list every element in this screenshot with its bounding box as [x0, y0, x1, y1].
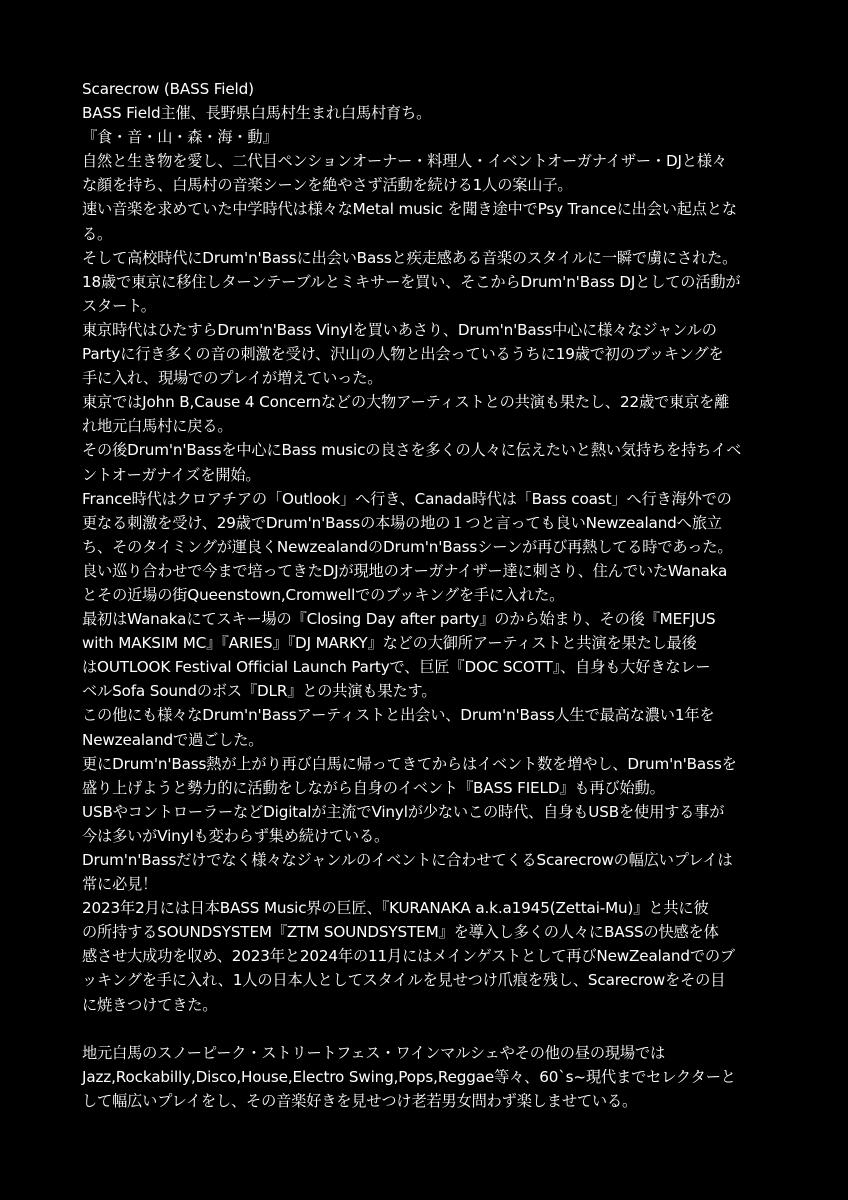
paragraph-high-school: そして高校時代にDrum'n'Bassに出会いBassと疾走感ある音楽のスタイルに一瞬で虜にされた。	[82, 248, 738, 267]
paragraph-must-see: Drum'n'Bassだけでなく様々なジャンルのイベントに合わせてくるScarecrowの幅広いプレイは 常に必見！	[82, 851, 733, 894]
paragraph-tokyo-return: 東京ではJohn B,Cause 4 Concernなどの大物アーティストとの共演も果たし、22歳で東京を離 れ地元白馬村に戻る。	[82, 393, 730, 436]
paragraph-closing: 地元白馬のスノーピーク・ストリートフェス・ワインマルシェやその他の昼の現場では Jazz,Rockabilly,Disco,House,Electro Swing,Pops,Reggae等々、60`s~現代までセレクターと して幅広いプレイをし、その音楽好きを見せつけ老若男女問わず楽しませている。	[82, 1043, 736, 1110]
paragraph-overseas: France時代はクロアチアの「Outlook」へ行き、Canada時代は「Bass coast」へ行き海外での 更なる刺激を受け、29歳でDrum'n'Bassの本場の地の１つと言っても良いNewzealandへ旅立 ち、そのタイミングが運良くNewzealandのDrum'n'Bassシーンが再び再熱してる時であった。	[82, 489, 733, 556]
paragraph-newzealand-shows: 最初はWanakaにてスキー場の『Closing Day after party』のから始まり、その後『MEFJUS with MAKSIM MC』『ARIES』『DJ MARKY』などの大御所アーティストと共演を果たし最後 はOUTLOOK Festival Official Launch Partyで、巨匠『DOC SCOTT』、自身も大好きなレー ベルSofa Soundのボス『DLR』との共演も果たす。	[82, 610, 716, 701]
paragraph-spacer	[82, 1017, 772, 1041]
paragraph-tokyo-era: 東京時代はひたすらDrum'n'Bass Vinylを買いあさり、Drum'n'Bass中心に様々なジャンルの Partyに行き多くの音の刺激を受け、沢山の人物と出会っているうちに19歳で初のブッキングを 手に入れ、現場でのプレイが増えていった。	[82, 320, 724, 388]
paragraph-wanaka: 良い巡り合わせで今まで培ってきたDJが現地のオーガナイザー達に刺さり、住んでいたWanaka とその近場の街Queenstown,Cromwellでのブッキングを手に入れた。	[82, 561, 728, 604]
paragraph-bass-field: 更にDrum'n'Bass熱が上がり再び白馬に帰ってきてからはイベント数を増やし、Drum'n'Bassを 盛り上げようと勢力的に活動をしながら自身のイベント『BASS FIELD』も再び始動。	[82, 754, 737, 797]
paragraph-junior-high: 速い音楽を求めていた中学時代は様々なMetal music を聞き途中でPsy Tranceに出会い起点とな る。	[82, 200, 737, 243]
paragraph-vinyl: USBやコントローラーなどDigitalが主流でVinylが少ないこの時代、自身もUSBを使用する事が 今は多いがVinylも変わらず集め続けている。	[82, 802, 725, 845]
paragraph-newzealand-year: この他にも様々なDrum'n'Bassアーティストと出会い、Drum'n'Bass人生で最高な濃い1年を Newzealandで過ごした。	[82, 706, 715, 749]
paragraph-tokyo-move: 18歳で東京に移住しターンテーブルとミキサーを買い、そこからDrum'n'Bass DJとしての活動が スタート。	[82, 272, 741, 315]
document-title: Scarecrow (BASS Field)	[82, 80, 254, 98]
paragraph-organizer: BASS Field主催、長野県白馬村生まれ白馬村育ち。	[82, 104, 432, 123]
paragraph-2023: 2023年2月には日本BASS Music界の巨匠、『KURANAKA a.k.a1945(Zettai-Mu)』と共に彼 の所持するSOUNDSYSTEM『ZTM SOUNDSYSTEM』を導入し多くの人々にBASSの快感を体 感させ大成功を収め、2023年と2024年の11月にはメインゲストとして再びNewZealandでのブ ッキングを手に入れ、1人の日本人としてスタイルを見せつけ爪痕を残し、Scarecrowをその目 に焼きつけてきた。	[82, 899, 735, 1014]
paragraph-motto: 『食・音・山・森・海・動』	[82, 128, 278, 147]
paragraph-organizing: その後Drum'n'Bassを中心にBass musicの良さを多くの人々に伝えたいと熱い気持ちを持ちイベ ントオーガナイズを開始。	[82, 441, 742, 484]
profile-document	[82, 77, 772, 1113]
paragraph-intro: 自然と生き物を愛し、二代目ペンションオーナー・料理人・イベントオーガナイザー・DJと様々 な顔を持ち、白馬村の音楽シーンを絶やさず活動を続ける1人の案山子。	[82, 152, 727, 195]
